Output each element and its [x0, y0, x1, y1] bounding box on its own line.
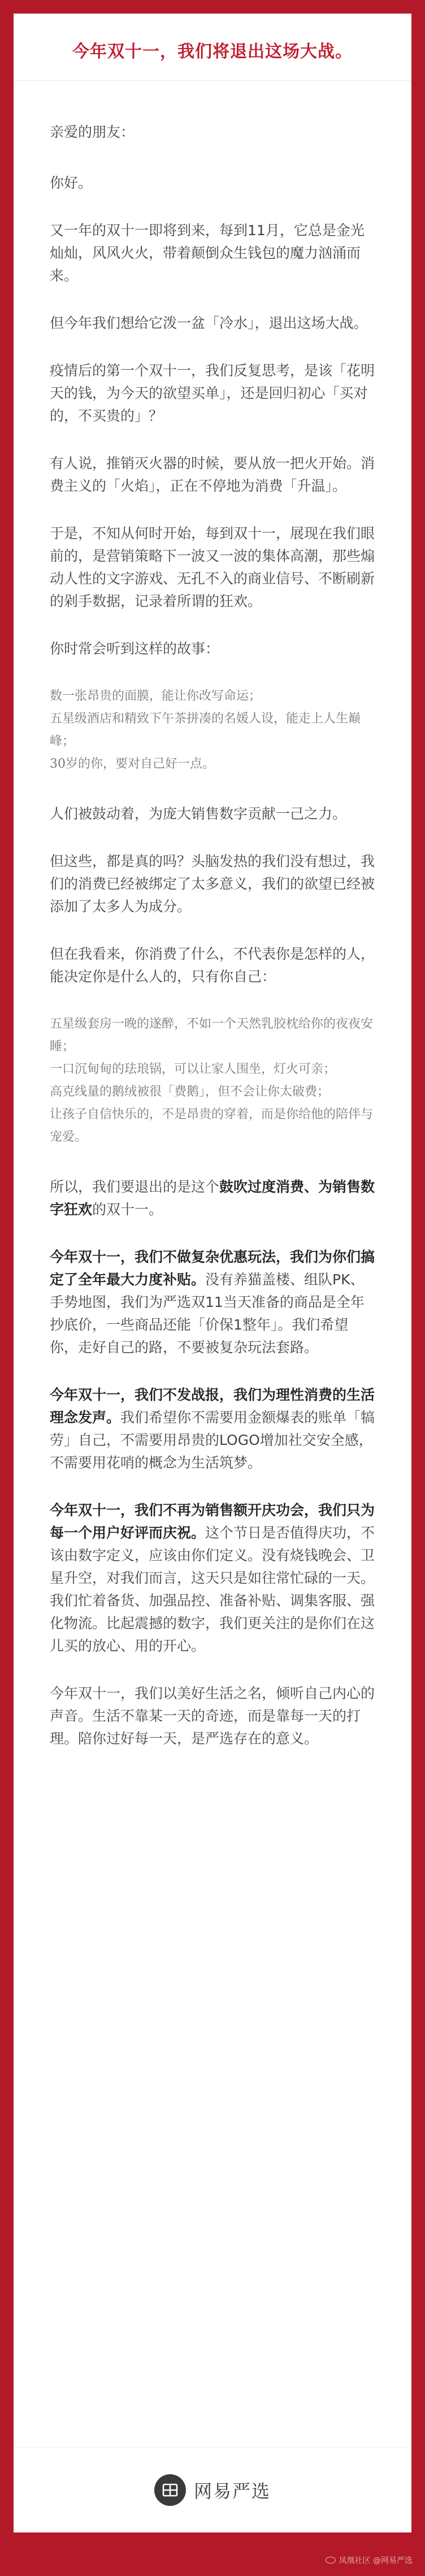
paragraph-5: 于是，不知从何时开始，每到双十一，展现在我们眼前的，是营销策略下一波又一波的集体高潮，那些煽动人性的文字游戏、无孔不入的商业信号、不断刷新的剁手数据，记录着所谓的狂欢。 — [50, 525, 375, 609]
title-divider — [14, 80, 411, 81]
quote-line: 高克线量的鹅绒被很「费鹅」，但不会让你太破费； — [50, 1085, 330, 1099]
p10-text-end: 的双十一。 — [92, 1201, 163, 1218]
eye-icon — [326, 2557, 336, 2564]
letter-title: 今年双十一，我们将退出这场大战。 — [72, 42, 353, 62]
quote-block-1 — [50, 685, 375, 776]
p13-heading: 今年双十一，我们不再为销售额开庆功会，我们只为每一个用户好评而庆祝。 — [50, 1502, 375, 1541]
paragraph-7: 人们被鼓动着，为庞大销售数字贡献一己之力。 — [50, 806, 347, 822]
paragraph-1: 又一年的双十一即将到来，每到11月，它总是金光灿灿，风风火火，带着颠倒众生钱包的魔力汹涌而来。 — [50, 222, 365, 284]
p10-emphasis: 鼓吹过度消费、为销售数字狂欢 — [50, 1179, 375, 1218]
p12-heading: 今年双十一，我们不发战报，我们为理性消费的生活理念发声。 — [50, 1387, 375, 1426]
watermark-text: 凤凰社区 @网易严选 — [339, 2556, 413, 2565]
p11-heading: 今年双十一，我们不做复杂优惠玩法，我们为你们搞定了全年最大力度补贴。 — [50, 1249, 375, 1288]
paragraph-12 — [50, 1384, 375, 1474]
paragraph-4: 有人说，推销灭火器的时候，要从放一把火开始。消费主义的「火焰」，正在不停地为消费「升温」。 — [50, 455, 375, 494]
p10-text: 所以，我们要退出的是这个 — [50, 1179, 220, 1195]
p13-body: 这个节日是否值得庆功，不该由数字定义，应该由你们定义。没有烧钱晚会、卫星升空，对我们而言，这天只是如往常忙碌的一天。我们忙着备货、加强品控、准备补贴、调集客服、强化物流。比起震撼的数字，我们更关注的是你们在这儿买的放心、用的开心。 — [50, 1525, 375, 1654]
source-watermark — [326, 2555, 413, 2566]
quote-line: 一口沉甸甸的珐琅锅，可以让家人围坐，灯火可亲； — [50, 1062, 336, 1076]
p11-body: 没有养猫盖楼、组队PK、手势地图，我们为严选双11当天准备的商品是全年抄底价，一些商品还能「价保1整年」。我们希望你，走好自己的路，不要被复杂玩法套路。 — [50, 1271, 365, 1356]
paragraph-8: 但这些，都是真的吗？头脑发热的我们没有想过，我们的消费已经被绑定了太多意义，我们的欲望已经被添加了太多人为成分。 — [50, 853, 375, 915]
greeting: 你好。 — [50, 175, 93, 191]
paragraph-2: 但今年我们想给它泼一盆「冷水」，退出这场大战。 — [50, 315, 368, 331]
quote-line: 五星级套房一晚的遂醉，不如一个天然乳胶枕给你的夜夜安睡； — [50, 1017, 374, 1054]
quote-line: 数一张昂贵的面膜，能让你改写命运； — [50, 689, 262, 703]
quote-line: 让孩子自信快乐的，不是昂贵的穿着，而是你给他的陪伴与宠爱。 — [50, 1107, 374, 1144]
quote-line: 五星级酒店和精致下午茶拼凑的名媛人设，能走上人生巅峰； — [50, 712, 361, 748]
salutation: 亲爱的朋友： — [50, 124, 135, 140]
paragraph-9: 但在我看来，你消费了什么，不代表你是怎样的人，能决定你是什么人的，只有你自己： — [50, 946, 375, 985]
paragraph-14: 今年双十一，我们以美好生活之名，倾听自己内心的声音。生活不靠某一天的奇迹，而是靠每一天的打理。陪你过好每一天，是严选存在的意义。 — [50, 1685, 375, 1747]
brand-logo — [154, 2474, 271, 2506]
paragraph-13 — [50, 1499, 375, 1657]
paragraph-3: 疫情后的第一个双十一，我们反复思考，是该「花明天的钱，为今天的欲望买单」，还是回归初心「买对的，不买贵的」？ — [50, 362, 375, 424]
quote-block-2 — [50, 1013, 375, 1149]
quote-line: 30岁的你，要对自己好一点。 — [50, 757, 215, 771]
letter-footer — [14, 2447, 411, 2532]
brand-mark-icon — [154, 2474, 186, 2506]
paragraph-6: 你时常会听到这样的故事： — [50, 640, 220, 657]
paragraph-11 — [50, 1246, 375, 1359]
letter-card — [14, 14, 411, 2532]
paragraph-10 — [50, 1176, 375, 1221]
brand-name: 网易严选 — [193, 2480, 271, 2502]
p12-body: 我们希望你不需要用金额爆表的账单「犒劳」自己，不需要用昂贵的LOGO增加社交安全感，不需要用花哨的概念为生活筑梦。 — [50, 1409, 375, 1471]
